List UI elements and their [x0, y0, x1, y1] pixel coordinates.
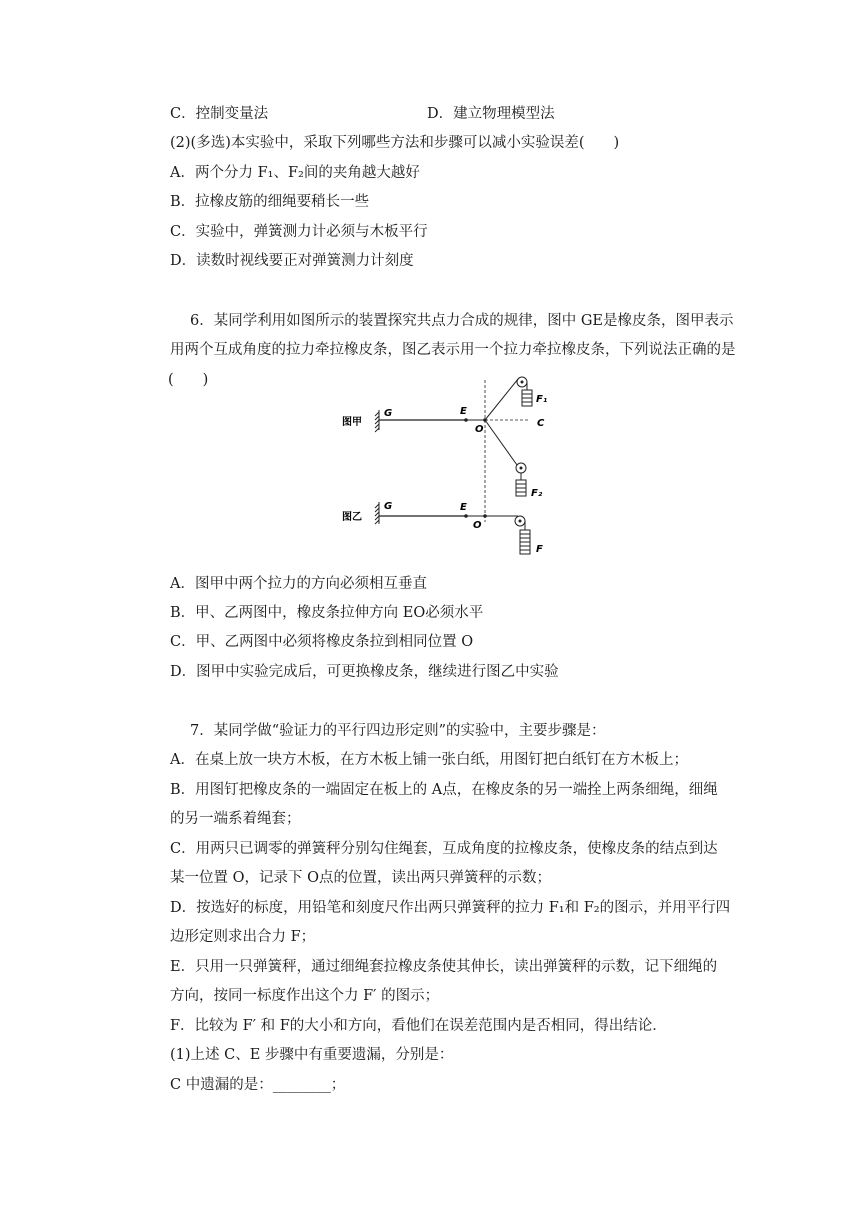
q7-line-7: D．按选好的标度，用铅笔和刻度尺作出两只弹簧秤的拉力 F₁和 F₂的图示，并用平行四 — [170, 900, 731, 916]
q2-option-c: C．实验中，弹簧测力计必须与木板平行 — [170, 224, 428, 240]
option-c-control-variable: C．控制变量法 — [170, 106, 269, 122]
figure-label-f: F — [536, 544, 543, 555]
q7-line-4: 的另一端系着绳套； — [170, 811, 301, 827]
q7-line-2: A．在桌上放一块方木板，在方木板上铺一张白纸，用图钉把白纸钉在方木板上； — [170, 752, 688, 768]
q7-line-5: C．用两只已调零的弹簧秤分别勾住绳套，互成角度的拉橡皮条，使橡皮条的结点到达 — [170, 841, 718, 857]
q6-stem-line-2: 用两个互成角度的拉力牵拉橡皮条，图乙表示用一个拉力牵拉橡皮条，下列说法正确的是 — [170, 342, 736, 358]
wall-hatch-yi — [375, 502, 379, 524]
figure-label-e-jia: E — [460, 406, 467, 417]
q7-line-10: 方向，按同一标度作出这个力 F′ 的图示； — [170, 988, 440, 1004]
figure-label-jia: 图甲 — [342, 417, 362, 428]
q6-option-c: C．甲、乙两图中必须将橡皮条拉到相同位置 O — [170, 634, 474, 650]
q2-option-a: A．两个分力 F₁、F₂间的夹角越大越好 — [170, 165, 420, 181]
force-experiment-figure — [340, 372, 570, 568]
q6-option-a: A．图甲中两个拉力的方向必须相互垂直 — [170, 576, 427, 592]
wall-hatch-jia — [375, 410, 379, 432]
q6-stem-line-3: ( ) — [168, 372, 209, 388]
point-o-yi — [483, 514, 487, 518]
figure-label-o-jia: O — [475, 424, 484, 435]
q2-stem: (2)(多选)本实验中，采取下列哪些方法和步骤可以减小实验误差( ) — [170, 135, 620, 151]
q2-option-d: D．读数时视线要正对弹簧测力计刻度 — [170, 253, 414, 269]
q7-line-6: 某一位置 O，记录下 O点的位置，读出两只弹簧秤的示数； — [170, 870, 551, 886]
figure-label-o-yi: O — [473, 520, 482, 531]
weights-f — [520, 530, 530, 554]
q2-option-b: B．拉橡皮筋的细绳要稍长一些 — [170, 194, 370, 210]
figure-label-yi: 图乙 — [342, 512, 362, 523]
figure-label-f1: F₁ — [536, 394, 548, 405]
q7-line-1: 7．某同学做“验证力的平行四边形定则”的实验中，主要步骤是： — [190, 723, 606, 739]
q6-option-d: D．图甲中实验完成后，可更换橡皮条，继续进行图乙中实验 — [170, 664, 559, 680]
figure-label-f2: F₂ — [531, 488, 543, 499]
q6-option-b: B．甲、乙两图中，橡皮条拉伸方向 EO必须水平 — [170, 605, 484, 621]
figure-label-c: C — [537, 418, 545, 429]
weights-f2 — [516, 480, 526, 496]
q7-line-9: E．只用一只弹簧秤，通过细绳套拉橡皮条使其伸长，读出弹簧秤的示数，记下细绳的 — [170, 959, 718, 975]
q7-line-8: 边形定则求出合力 F； — [170, 929, 316, 945]
figure-label-g-jia: G — [384, 408, 393, 419]
string-to-pulley-2 — [485, 420, 517, 465]
q7-line-11: F．比较为 F′ 和 F的大小和方向，看他们在误差范围内是否相同，得出结论． — [170, 1018, 667, 1034]
q7-line-13: C 中遗漏的是：________； — [170, 1077, 346, 1093]
figure-label-e-yi: E — [460, 502, 467, 513]
string-to-pulley-1 — [485, 379, 518, 420]
weights-f1 — [522, 390, 532, 406]
q6-stem-line-1: 6．某同学利用如图所示的装置探究共点力合成的规律，图中 GE是橡皮条，图甲表示 — [190, 313, 734, 329]
option-d-physical-model: D．建立物理模型法 — [427, 106, 555, 122]
figure-label-g-yi: G — [384, 501, 393, 512]
q7-line-12: (1)上述 C、E 步骤中有重要遗漏，分别是： — [170, 1047, 454, 1063]
q7-line-3: B．用图钉把橡皮条的一端固定在板上的 A点，在橡皮条的另一端拴上两条细绳，细绳 — [170, 782, 718, 798]
